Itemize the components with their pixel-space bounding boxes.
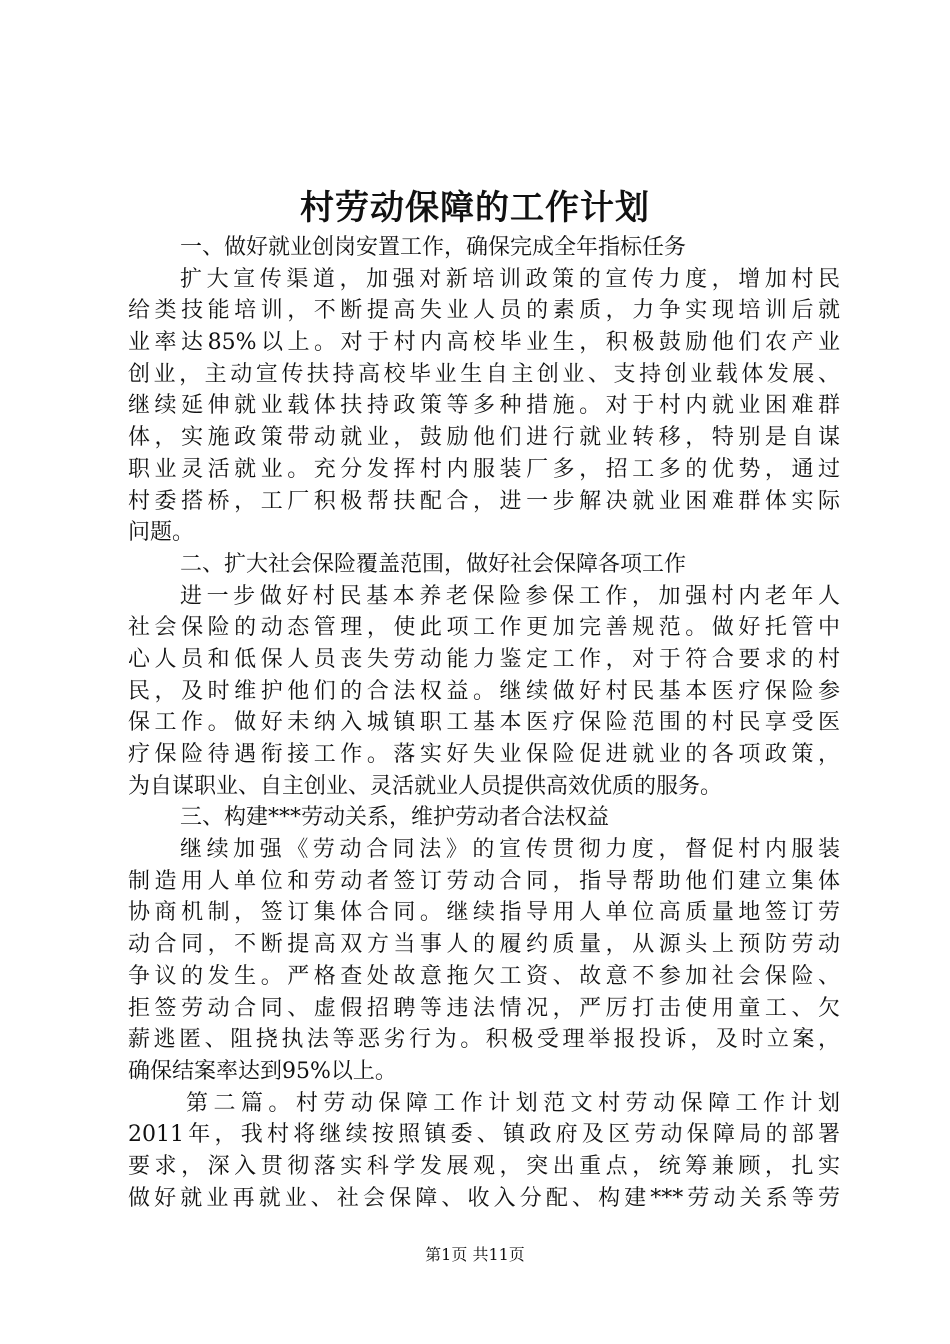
paragraph-line: 为自谋职业、自主创业、灵活就业人员提供高效优质的服务。: [128, 773, 723, 799]
paragraph-line: 拒签劳动合同、虚假招聘等违法情况，严厉打击使用童工、欠: [128, 995, 840, 1021]
section-heading-3: 三、构建***劳动关系，维护劳动者合法权益: [180, 805, 610, 831]
paragraph-line: 2011年，我村将继续按照镇委、镇政府及区劳动保障局的部署: [128, 1122, 840, 1148]
paragraph-line: 社会保险的动态管理，使此项工作更加完善规范。做好托管中: [128, 615, 840, 641]
paragraph-line: 进一步做好村民基本养老保险参保工作，加强村内老年人: [180, 583, 840, 609]
paragraph-line: 争议的发生。严格查处故意拖欠工资、故意不参加社会保险、: [128, 963, 840, 989]
paragraph-line: 保工作。做好未纳入城镇职工基本医疗保险范围的村民享受医: [128, 710, 840, 736]
section-heading-1: 一、做好就业创岗安置工作，确保完成全年指标任务: [180, 235, 687, 260]
paragraph-line: 扩大宣传渠道，加强对新培训政策的宣传力度，增加村民: [180, 266, 840, 292]
paragraph-line: 问题。: [128, 520, 195, 546]
paragraph-line: 民，及时维护他们的合法权益。继续做好村民基本医疗保险参: [128, 678, 840, 704]
paragraph-line: 职业灵活就业。充分发挥村内服装厂多，招工多的优势，通过: [128, 456, 840, 482]
paragraph-line: 要求，深入贯彻落实科学发展观，突出重点，统筹兼顾，扎实: [128, 1153, 840, 1179]
paragraph-line: 协商机制，签订集体合同。继续指导用人单位高质量地签订劳: [128, 900, 840, 926]
paragraph-line: 村委搭桥，工厂积极帮扶配合，进一步解决就业困难群体实际: [128, 488, 840, 514]
paragraph-line: 做好就业再就业、社会保障、收入分配、构建***劳动关系等劳: [128, 1185, 840, 1211]
paragraph-line: 继续延伸就业载体扶持政策等多种措施。对于村内就业困难群: [128, 393, 840, 419]
paragraph-line: 确保结案率达到95%以上。: [128, 1058, 397, 1084]
paragraph-line: 动合同，不断提高双方当事人的履约质量，从源头上预防劳动: [128, 932, 840, 958]
paragraph-line: 体，实施政策带动就业，鼓励他们进行就业转移，特别是自谋: [128, 425, 840, 451]
section-heading-2: 二、扩大社会保险覆盖范围，做好社会保障各项工作: [180, 551, 687, 577]
paragraph-line: 制造用人单位和劳动者签订劳动合同，指导帮助他们建立集体: [128, 868, 840, 894]
paragraph-line: 第二篇。村劳动保障工作计划范文村劳动保障工作计划: [186, 1090, 840, 1116]
paragraph-line: 业率达85%以上。对于村内高校毕业生，积极鼓励他们农产业: [128, 330, 840, 356]
paragraph-line: 创业，主动宣传扶持高校毕业生自主创业、支持创业载体发展、: [128, 361, 840, 387]
page-title: 村劳动保障的工作计划: [300, 188, 650, 228]
paragraph-line: 给类技能培训，不断提高失业人员的素质，力争实现培训后就: [128, 298, 840, 324]
paragraph-line: 心人员和低保人员丧失劳动能力鉴定工作，对于符合要求的村: [128, 646, 840, 672]
paragraph-line: 薪逃匿、阻挠执法等恶劣行为。积极受理举报投诉，及时立案，: [128, 1027, 840, 1053]
document-body: [128, 232, 840, 1214]
paragraph-line: 疗保险待遇衔接工作。落实好失业保险促进就业的各项政策，: [128, 742, 840, 767]
paragraph-line: 继续加强《劳动合同法》的宣传贯彻力度，督促村内服装: [180, 837, 840, 863]
page-footer: 第1页 共11页: [425, 1245, 525, 1264]
